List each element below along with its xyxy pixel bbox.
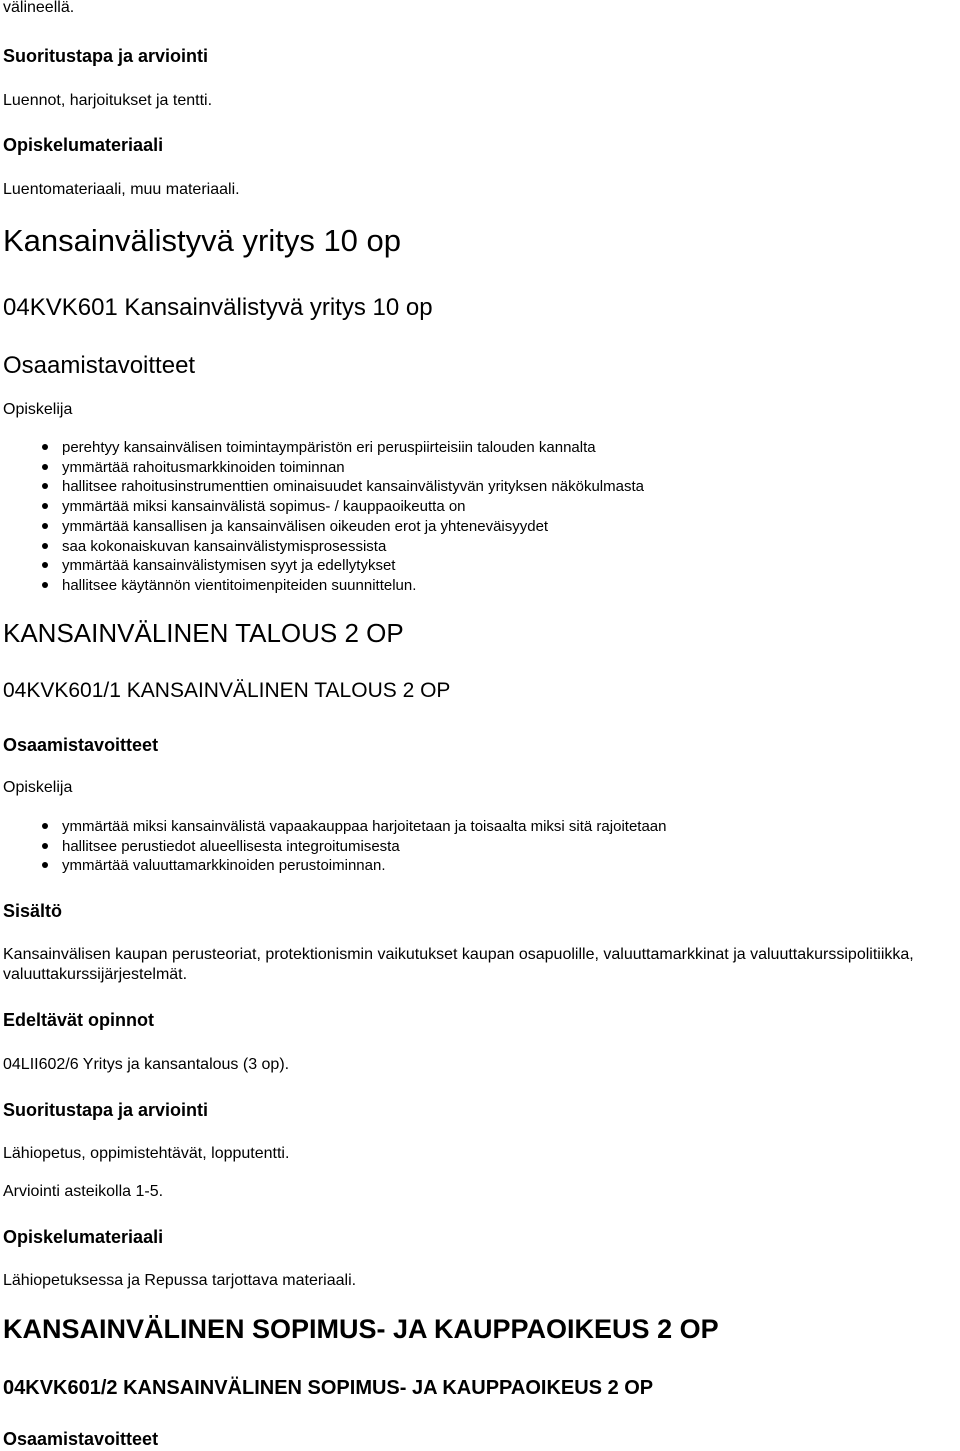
- course-title: Kansainvälistyvä yritys 10 op: [3, 223, 402, 258]
- student-label: Opiskelija: [3, 779, 73, 796]
- list-item: saa kokonaiskuvan kansainvälistymisprosessista: [62, 537, 644, 557]
- section-heading-osaamistavoitteet: Osaamistavoitteet: [3, 352, 196, 379]
- list-item: ymmärtää miksi kansainvälistä sopimus- / kauppaoikeutta on: [62, 497, 644, 517]
- section-heading-sisalto: Sisältö: [3, 901, 63, 921]
- section-heading-opiskelumateriaali: Opiskelumateriaali: [3, 1227, 164, 1247]
- section-heading-osaamistavoitteet: Osaamistavoitteet: [3, 1429, 159, 1449]
- section-heading-edeltavat-opinnot: Edeltävät opinnot: [3, 1010, 155, 1030]
- list-item: hallitsee perustiedot alueellisesta integroitumisesta: [62, 837, 666, 857]
- list-item: ymmärtää kansainvälistymisen syyt ja edellytykset: [62, 556, 644, 576]
- learning-goals-list: [62, 817, 666, 876]
- opiskelumateriaali-text: Lähiopetuksessa ja Repussa tarjottava materiaali.: [3, 1272, 357, 1289]
- list-item: hallitsee rahoitusinstrumenttien ominaisuudet kansainvälistyvän yrityksen näkökulmasta: [62, 478, 644, 496]
- section-heading-opiskelumateriaali: Opiskelumateriaali: [3, 135, 164, 155]
- sisalto-text: Kansainvälisen kaupan perusteoriat, protektionismin vaikutukset kaupan osapuolille, valuuttamarkkinat ja valuuttakurssipolitiikka, valuuttakurssijärjestelmät.: [3, 946, 914, 983]
- list-item: ymmärtää miksi kansainvälistä vapaakauppaa harjoitetaan ja toisaalta miksi sitä rajoitetaan: [62, 818, 667, 835]
- suoritustapa-text: Luennot, harjoitukset ja tentti.: [3, 92, 213, 109]
- learning-goals-list: [62, 438, 644, 596]
- list-item: ymmärtää valuuttamarkkinoiden perustoiminnan.: [62, 856, 666, 876]
- list-item: ymmärtää kansallisen ja kansainvälisen oikeuden erot ja yhteneväisyydet: [62, 517, 644, 537]
- course-title: KANSAINVÄLINEN SOPIMUS- JA KAUPPAOIKEUS 2 OP: [3, 1314, 719, 1344]
- edeltavat-opinnot-text: 04LII602/6 Yritys ja kansantalous (3 op).: [3, 1056, 290, 1073]
- section-heading-suoritustapa: Suoritustapa ja arviointi: [3, 46, 209, 66]
- section-heading-suoritustapa: Suoritustapa ja arviointi: [3, 1100, 209, 1120]
- list-item: perehtyy kansainvälisen toimintaympäristön eri peruspiirteisiin talouden kannalta: [62, 438, 644, 458]
- course-code-title: 04KVK601/1 KANSAINVÄLINEN TALOUS 2 OP: [3, 679, 451, 702]
- course-title: KANSAINVÄLINEN TALOUS 2 OP: [3, 618, 404, 648]
- course-code-title: 04KVK601/2 KANSAINVÄLINEN SOPIMUS- JA KAUPPAOIKEUS 2 OP: [3, 1377, 654, 1399]
- course-code-title: 04KVK601 Kansainvälistyvä yritys 10 op: [3, 294, 433, 321]
- arviointi-text: Arviointi asteikolla 1-5.: [3, 1183, 164, 1200]
- opiskelumateriaali-text: Luentomateriaali, muu materiaali.: [3, 181, 240, 198]
- student-label: Opiskelija: [3, 401, 73, 418]
- list-item: ymmärtää rahoitusmarkkinoiden toiminnan: [62, 458, 644, 478]
- text-fragment: välineellä.: [3, 0, 75, 16]
- section-heading-osaamistavoitteet: Osaamistavoitteet: [3, 735, 159, 755]
- list-item: hallitsee käytännön vientitoimenpiteiden suunnittelun.: [62, 576, 644, 596]
- suoritustapa-text: Lähiopetus, oppimistehtävät, lopputentti.: [3, 1145, 290, 1162]
